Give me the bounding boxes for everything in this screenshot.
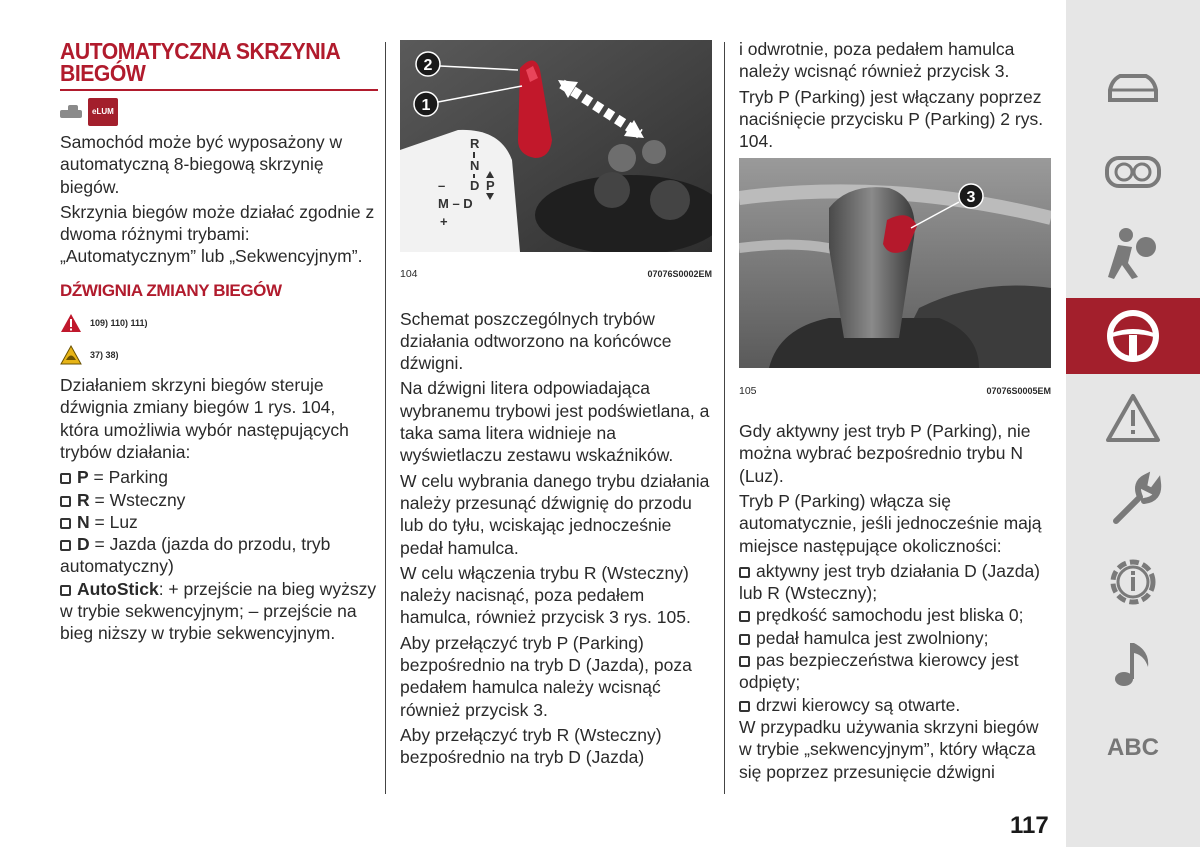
mode-key: R xyxy=(77,489,90,510)
column-3 xyxy=(739,38,1051,786)
figure-105 xyxy=(739,158,1051,402)
column-divider xyxy=(385,42,386,794)
column-1 xyxy=(60,40,378,645)
callout-3: 3 xyxy=(966,189,976,207)
paragraph: Na dźwigni litera odpowiadająca wybranemu trybowi jest podświetlana, a taka sama litera widnieje na wyświetlaczu zestawu wskaźników. xyxy=(400,378,710,466)
gate-label-R: R xyxy=(470,136,480,151)
checkbox-bullet-icon xyxy=(739,611,750,622)
paragraph: Samochód może być wyposażony w automatyczną 8-biegową skrzynię biegów. xyxy=(60,132,343,197)
elum-badge: eLUM xyxy=(88,98,118,126)
title-rule xyxy=(60,89,378,91)
mode-key: AutoStick xyxy=(77,578,159,599)
elum-indicator xyxy=(60,101,378,123)
sidebar-item-driving[interactable] xyxy=(1066,298,1200,374)
mode-description: : + przejście na bieg wyższy w trybie sekwencyjnym; – przejście na bieg niższy w trybie sekwencyjnym. xyxy=(60,578,377,644)
column-divider xyxy=(724,42,725,794)
figure-number: 105 xyxy=(739,384,757,397)
checkbox-bullet-icon xyxy=(739,701,750,712)
section-title: DŹWIGNIA ZMIANY BIEGÓW xyxy=(60,280,282,300)
gate-label-N: N xyxy=(470,158,480,173)
condition-text: prędkość samochodu jest bliska 0; xyxy=(756,605,1024,626)
sidebar-item-maintenance[interactable] xyxy=(1066,464,1200,536)
paragraph: W celu wybrania danego trybu działania należy przesunąć dźwignię do przodu lub do tyłu, wciskając jednocześnie pedał hamulca. xyxy=(400,470,710,558)
condition-text: aktywny jest tryb działania D (Jazda) lub R (Wsteczny); xyxy=(739,560,1040,604)
wrench-icon xyxy=(1104,471,1162,529)
checkbox-bullet-icon xyxy=(739,656,750,667)
figure-caption xyxy=(400,263,712,285)
sidebar-item-multimedia[interactable] xyxy=(1066,628,1200,700)
warning-refs-yellow xyxy=(60,342,378,368)
callout-1: 1 xyxy=(421,97,431,114)
paragraph: Skrzynia biegów może działać zgodnie z dwoma różnymi trybami: „Automatycznym” lub „Sekwencyjnym”. xyxy=(60,201,375,267)
checkbox-bullet-icon xyxy=(60,540,71,551)
warning-ref-links[interactable]: 37) 38) xyxy=(90,349,119,360)
gate-label-D: D xyxy=(470,178,480,193)
figure-code: 07076S0005EM xyxy=(986,385,1051,396)
figure-number: 104 xyxy=(400,268,418,281)
mode-list-item xyxy=(60,489,378,511)
paragraph: i odwrotnie, poza pedałem hamulca należy wcisnąć również przycisk 3. xyxy=(739,39,1015,82)
mode-description: = Parking xyxy=(88,467,168,488)
paragraph: Aby przełączyć tryb P (Parking) bezpośrednio na tryb D (Jazda), poza pedałem hamulca należy wcisnąć również przycisk 3. xyxy=(400,632,692,720)
condition-list-item xyxy=(739,560,1051,605)
mode-description: = Wsteczny xyxy=(89,489,186,510)
mode-list-item xyxy=(60,466,378,488)
warning-icon xyxy=(1104,392,1162,444)
music-note-icon xyxy=(1104,635,1162,693)
sidebar-item-car[interactable] xyxy=(1066,52,1200,124)
column-2 xyxy=(400,40,712,772)
gear-lever-button-image xyxy=(739,158,1051,368)
car-icon xyxy=(1104,68,1162,108)
abc-index-label: ABC xyxy=(1107,734,1159,761)
sidebar-item-technical-data[interactable] xyxy=(1066,546,1200,618)
paragraph: W przypadku używania skrzyni biegów w trybie „sekwencyjnym”, który włącza się poprzez przesunięcie dźwigni xyxy=(739,716,1039,782)
figure-code: 07076S0002EM xyxy=(647,269,712,280)
paragraph: Tryb P (Parking) jest włączany poprzez naciśnięcie przycisku P (Parking) 2 rys. 104. xyxy=(739,86,1044,152)
paragraph: Gdy aktywny jest tryb P (Parking), nie można wybrać bezpośrednio trybu N (Luz). xyxy=(739,421,1031,486)
car-silhouette-icon xyxy=(60,104,84,120)
gear-lever-image xyxy=(400,40,712,252)
condition-list-item xyxy=(739,604,1051,626)
paragraph: W celu włączenia trybu R (Wsteczny) należy nacisnąć, poza pedałem hamulca, również przycisk 3 rys. 105. xyxy=(400,562,691,628)
gate-label-plus: + xyxy=(440,214,448,229)
warning-refs-red xyxy=(60,310,378,336)
condition-text: drzwi kierowcy są otwarte. xyxy=(756,694,961,715)
mode-description: = Jazda (jazda do przodu, tryb automatyczny) xyxy=(60,534,331,577)
checkbox-bullet-icon xyxy=(739,567,750,578)
callout-2: 2 xyxy=(423,57,433,74)
steering-wheel-icon xyxy=(1104,307,1162,365)
sidebar-item-dashboard[interactable] xyxy=(1066,136,1200,208)
figure-caption xyxy=(739,380,1051,402)
airbag-icon xyxy=(1104,223,1162,281)
mode-key: P xyxy=(77,467,89,488)
dashboard-icon xyxy=(1104,152,1162,192)
danger-warning-icon xyxy=(60,313,82,333)
mode-list-item xyxy=(60,511,378,533)
checkbox-bullet-icon xyxy=(60,473,71,484)
mode-list-item xyxy=(60,533,378,578)
checkbox-bullet-icon xyxy=(60,518,71,529)
mode-description: = Luz xyxy=(89,511,138,532)
mode-key: N xyxy=(77,511,90,532)
environment-warning-icon xyxy=(60,345,82,365)
info-gear-icon xyxy=(1104,553,1162,611)
mode-list-item xyxy=(60,578,378,645)
paragraph: Schemat poszczególnych trybów działania odtworzono na końcówce dźwigni. xyxy=(400,308,672,374)
page-title xyxy=(60,40,353,84)
checkbox-bullet-icon xyxy=(60,496,71,507)
mode-key: D xyxy=(77,534,90,555)
condition-list-item xyxy=(739,627,1051,649)
page-number: 117 xyxy=(1010,812,1049,839)
checkbox-bullet-icon xyxy=(60,585,71,596)
condition-list-item xyxy=(739,649,1051,694)
condition-text: pedał hamulca jest zwolniony; xyxy=(756,627,989,648)
title-line-1: AUTOMATYCZNA SKRZYNIA xyxy=(60,38,341,64)
checkbox-bullet-icon xyxy=(739,634,750,645)
conditions-list xyxy=(739,560,1051,716)
condition-text: pas bezpieczeństwa kierowcy jest odpięty; xyxy=(739,650,1019,693)
gate-label-P: P xyxy=(486,178,495,193)
paragraph: Tryb P (Parking) włącza się automatycznie, jeśli jednocześnie mają miejsce następujące okoliczności: xyxy=(739,490,1042,556)
sidebar-item-index[interactable] xyxy=(1066,712,1200,784)
gate-label-M-D: M – D xyxy=(438,196,473,211)
warning-ref-links[interactable]: 109) 110) 111) xyxy=(90,317,148,328)
title-line-2: BIEGÓW xyxy=(60,60,146,86)
paragraph: Działaniem skrzyni biegów steruje dźwignia zmiany biegów 1 rys. 104, która umożliwia wybór następujących trybów działania: xyxy=(60,375,349,462)
figure-104 xyxy=(400,40,712,286)
condition-list-item xyxy=(739,694,1051,716)
gate-label-minus: – xyxy=(438,178,446,193)
paragraph: Aby przełączyć tryb R (Wsteczny) bezpośrednio na tryb D (Jazda) xyxy=(400,724,662,768)
chapter-sidebar xyxy=(1066,0,1200,847)
modes-list xyxy=(60,466,378,644)
sidebar-item-warning[interactable] xyxy=(1066,382,1200,454)
sidebar-item-airbag[interactable] xyxy=(1066,216,1200,288)
